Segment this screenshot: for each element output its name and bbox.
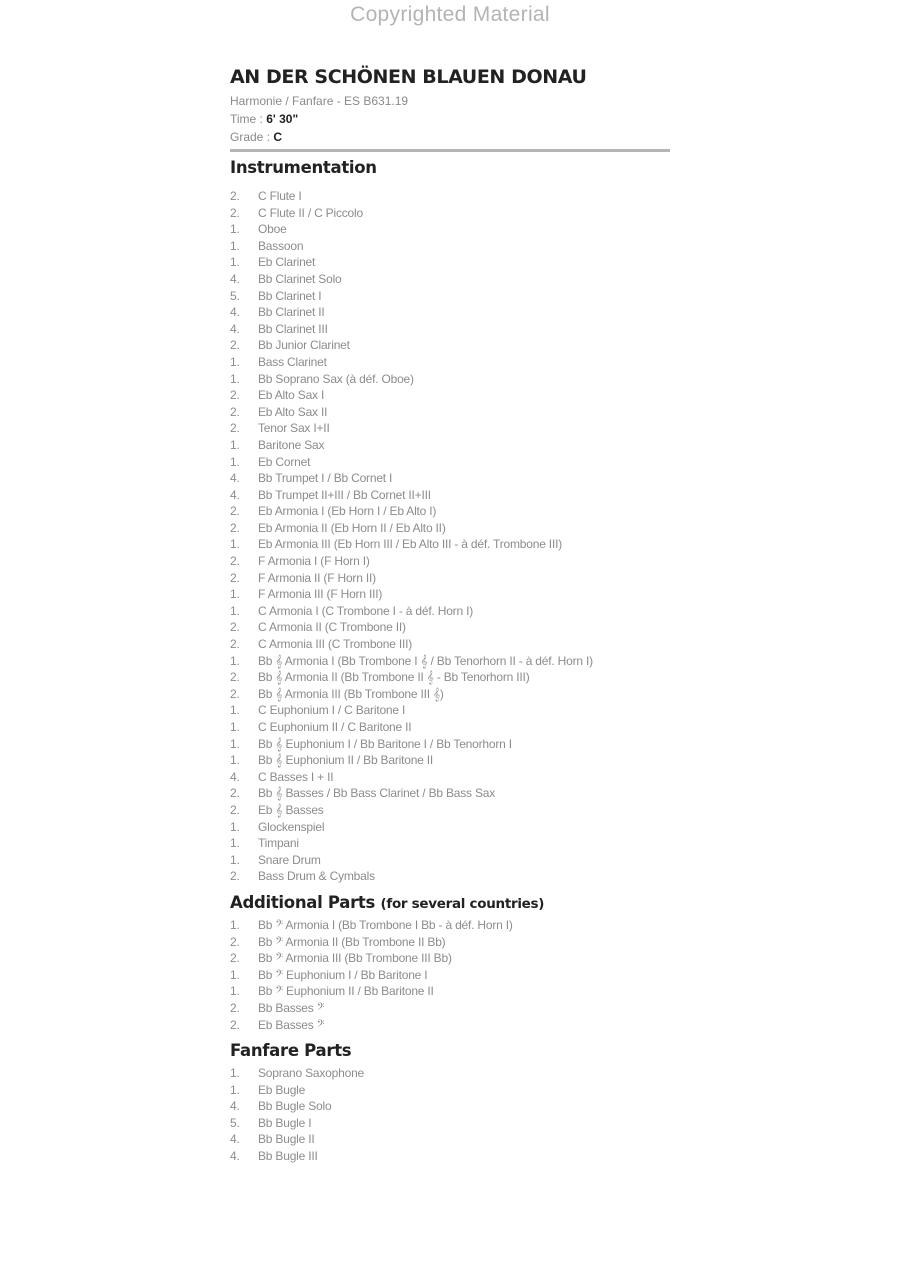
part-name: Bb Clarinet Solo — [258, 271, 342, 286]
part-quantity: 1. — [230, 967, 240, 982]
part-row — [230, 503, 670, 520]
part-name: Eb Armonia II (Eb Horn II / Eb Alto II) — [258, 520, 446, 535]
part-quantity: 1. — [230, 720, 240, 734]
part-quantity: 4. — [230, 487, 240, 502]
part-row — [230, 917, 670, 934]
part-row — [230, 653, 670, 670]
part-quantity: 1. — [230, 587, 240, 602]
part-row — [230, 934, 670, 951]
part-quantity: 2. — [230, 1000, 240, 1015]
part-row — [230, 271, 670, 288]
part-row — [230, 769, 670, 786]
part-row — [230, 337, 670, 354]
part-name: Eb Alto Sax I — [258, 388, 325, 403]
part-row — [230, 967, 670, 984]
part-quantity: 1. — [230, 753, 240, 768]
part-name: F Armonia II (F Horn II) — [258, 570, 376, 585]
part-row — [230, 454, 670, 471]
part-row — [230, 536, 670, 553]
part-name: Bb 𝄢 Armonia III (Bb Trombone III Bb) — [258, 951, 452, 966]
part-row — [230, 1000, 670, 1017]
instrumentation-heading: Instrumentation — [230, 158, 377, 177]
part-name: Oboe — [258, 222, 287, 237]
part-quantity: 4. — [230, 471, 240, 486]
part-name: C Euphonium II / C Baritone II — [258, 720, 412, 734]
duration-line — [230, 110, 670, 128]
grade-line — [230, 128, 670, 146]
part-name: Bb Clarinet I — [258, 288, 322, 303]
part-name: Bass Drum & Cymbals — [258, 869, 375, 884]
score-info-page — [230, 62, 670, 1165]
part-name: Bb Junior Clarinet — [258, 338, 350, 353]
part-row — [230, 868, 670, 885]
time-value: 6' 30" — [266, 112, 299, 126]
copyright-watermark: Copyrighted Material — [350, 3, 550, 26]
part-name: Bb 𝄢 Armonia II (Bb Trombone II Bb) — [258, 934, 446, 949]
part-name: Snare Drum — [258, 852, 321, 867]
part-quantity: 1. — [230, 354, 240, 369]
part-row — [230, 619, 670, 636]
part-quantity: 1. — [230, 703, 240, 718]
part-quantity: 4. — [230, 1132, 240, 1147]
part-row — [230, 819, 670, 836]
part-row — [230, 321, 670, 338]
grade-value: C — [273, 130, 283, 144]
part-name: Timpani — [258, 836, 299, 851]
grade-label: Grade : — [230, 130, 271, 144]
time-label: Time : — [230, 112, 263, 126]
part-row — [230, 470, 670, 487]
part-row — [230, 669, 670, 686]
part-row — [230, 371, 670, 388]
part-quantity: 1. — [230, 238, 240, 253]
part-quantity: 1. — [230, 454, 240, 469]
part-name: Bb 𝄞 Euphonium I / Bb Baritone I / Bb Tenorhorn I — [258, 736, 512, 751]
part-row — [230, 983, 670, 1000]
part-name: C Euphonium I / C Baritone I — [258, 703, 406, 718]
part-name: Tenor Sax I+II — [258, 421, 330, 436]
part-quantity: 2. — [230, 802, 240, 817]
part-name: Glockenspiel — [258, 819, 325, 834]
fanfare-parts-heading: Fanfare Parts — [230, 1041, 352, 1061]
part-quantity: 2. — [230, 869, 240, 884]
part-quantity: 2. — [230, 520, 240, 535]
part-quantity: 1. — [230, 852, 240, 867]
part-quantity: 2. — [230, 620, 240, 635]
part-row — [230, 437, 670, 454]
part-row — [230, 785, 670, 802]
part-row — [230, 221, 670, 238]
part-quantity: 2. — [230, 637, 240, 652]
part-row — [230, 1065, 670, 1082]
part-row — [230, 238, 670, 255]
part-row — [230, 950, 670, 967]
part-quantity: 2. — [230, 570, 240, 585]
instrumentation-list — [230, 188, 670, 885]
part-quantity: 4. — [230, 271, 240, 286]
additional-parts-list — [230, 917, 670, 1033]
part-name: F Armonia I (F Horn I) — [258, 554, 370, 569]
part-quantity: 1. — [230, 371, 240, 386]
part-name: Bb Trumpet II+III / Bb Cornet II+III — [258, 487, 431, 502]
part-row — [230, 254, 670, 271]
part-quantity: 4. — [230, 305, 240, 320]
part-row — [230, 1115, 670, 1132]
part-name: C Armonia III (C Trombone III) — [258, 637, 413, 652]
part-name: Bb Basses 𝄢 — [258, 1000, 325, 1015]
part-quantity: 2. — [230, 205, 240, 220]
part-name: Eb Bugle — [258, 1082, 306, 1097]
part-name: Eb Cornet — [258, 454, 311, 469]
part-quantity: 2. — [230, 686, 240, 701]
part-row — [230, 835, 670, 852]
part-name: C Basses I + II — [258, 769, 334, 784]
part-quantity: 5. — [230, 288, 240, 303]
part-name: Bb 𝄞 Armonia III (Bb Trombone III 𝄞) — [258, 686, 444, 701]
part-quantity: 2. — [230, 504, 240, 519]
part-row — [230, 719, 670, 736]
part-quantity: 4. — [230, 1099, 240, 1114]
part-quantity: 1. — [230, 819, 240, 834]
part-quantity: 2. — [230, 338, 240, 353]
part-row — [230, 802, 670, 819]
part-row — [230, 1131, 670, 1148]
part-name: Bb 𝄢 Armonia I (Bb Trombone I Bb - à déf. Horn I) — [258, 917, 513, 932]
part-name: Bb 𝄞 Armonia I (Bb Trombone I 𝄞 / Bb Tenorhorn II - à déf. Horn I) — [258, 653, 593, 668]
part-name: Bb 𝄢 Euphonium I / Bb Baritone I — [258, 967, 428, 982]
part-name: Bassoon — [258, 238, 304, 253]
additional-parts-heading — [230, 891, 670, 915]
part-quantity: 1. — [230, 653, 240, 668]
part-name: Bb Bugle I — [258, 1115, 312, 1130]
part-name: F Armonia III (F Horn III) — [258, 587, 383, 602]
part-quantity: 1. — [230, 984, 240, 999]
part-name: Bb Bugle Solo — [258, 1099, 332, 1114]
part-name: Bb 𝄞 Euphonium II / Bb Baritone II — [258, 753, 434, 768]
part-name: Eb Armonia I (Eb Horn I / Eb Alto I) — [258, 504, 437, 519]
part-quantity: 2. — [230, 670, 240, 685]
part-quantity: 2. — [230, 786, 240, 801]
part-row — [230, 1098, 670, 1115]
part-quantity: 1. — [230, 736, 240, 751]
part-row — [230, 686, 670, 703]
part-name: Bb 𝄞 Armonia II (Bb Trombone II 𝄞 - Bb Tenorhorn III) — [258, 670, 530, 685]
additional-parts-title: Additional Parts — [230, 892, 376, 912]
part-quantity: 1. — [230, 255, 240, 270]
part-row — [230, 752, 670, 769]
part-quantity: 2. — [230, 404, 240, 419]
part-row — [230, 553, 670, 570]
part-quantity: 1. — [230, 537, 240, 552]
part-quantity: 4. — [230, 1149, 240, 1164]
part-row — [230, 487, 670, 504]
part-name: Bb Clarinet III — [258, 321, 328, 336]
part-row — [230, 304, 670, 321]
part-row — [230, 387, 670, 404]
part-row — [230, 188, 670, 205]
part-name: C Armonia I (C Trombone I - à déf. Horn I) — [258, 603, 474, 618]
header-divider — [230, 149, 670, 152]
part-name: Eb Basses 𝄢 — [258, 1017, 325, 1032]
part-name: Bb Bugle II — [258, 1132, 315, 1147]
part-quantity: 5. — [230, 1115, 240, 1130]
part-name: Eb Alto Sax II — [258, 404, 328, 419]
part-quantity: 1. — [230, 437, 240, 452]
part-quantity: 2. — [230, 951, 240, 966]
part-row — [230, 603, 670, 620]
part-quantity: 1. — [230, 1066, 240, 1081]
part-row — [230, 205, 670, 222]
part-name: Bass Clarinet — [258, 354, 327, 369]
part-quantity: 4. — [230, 321, 240, 336]
part-name: C Armonia II (C Trombone II) — [258, 620, 406, 635]
edition-subtitle: Harmonie / Fanfare - ES B631.19 — [230, 94, 409, 108]
part-row — [230, 852, 670, 869]
part-row — [230, 288, 670, 305]
part-row — [230, 520, 670, 537]
part-row — [230, 1148, 670, 1165]
part-quantity: 2. — [230, 554, 240, 569]
part-quantity: 2. — [230, 388, 240, 403]
part-quantity: 2. — [230, 934, 240, 949]
part-quantity: 2. — [230, 1017, 240, 1032]
part-quantity: 1. — [230, 222, 240, 237]
part-quantity: 2. — [230, 421, 240, 436]
part-row — [230, 1017, 670, 1034]
part-row — [230, 570, 670, 587]
part-row — [230, 702, 670, 719]
piece-title: AN DER SCHÖNEN BLAUEN DONAU — [230, 66, 587, 88]
part-quantity: 1. — [230, 836, 240, 851]
part-quantity: 2. — [230, 189, 240, 203]
part-name: Bb Clarinet II — [258, 305, 325, 320]
part-name: Eb 𝄞 Basses — [258, 802, 324, 817]
part-name: Eb Armonia III (Eb Horn III / Eb Alto III - à déf. Trombone III) — [258, 537, 563, 552]
part-row — [230, 354, 670, 371]
part-row — [230, 420, 670, 437]
part-quantity: 1. — [230, 917, 240, 932]
part-row — [230, 586, 670, 603]
part-name: Eb Clarinet — [258, 255, 316, 270]
part-name: Bb Bugle III — [258, 1149, 318, 1164]
part-row — [230, 636, 670, 653]
additional-parts-note: (for several countries) — [380, 895, 545, 912]
part-row — [230, 404, 670, 421]
part-quantity: 4. — [230, 769, 240, 784]
part-row — [230, 736, 670, 753]
part-name: Bb Soprano Sax (à déf. Oboe) — [258, 371, 414, 386]
part-name: Bb 𝄢 Euphonium II / Bb Baritone II — [258, 984, 434, 999]
part-quantity: 1. — [230, 1082, 240, 1097]
fanfare-parts-list — [230, 1065, 670, 1165]
part-name: Bb 𝄞 Basses / Bb Bass Clarinet / Bb Bass Sax — [258, 786, 496, 801]
part-quantity: 1. — [230, 603, 240, 618]
part-name: C Flute II / C Piccolo — [258, 205, 363, 220]
part-name: C Flute I — [258, 189, 302, 203]
part-name: Baritone Sax — [258, 437, 325, 452]
part-name: Bb Trumpet I / Bb Cornet I — [258, 471, 393, 486]
part-name: Soprano Saxophone — [258, 1066, 365, 1081]
part-row — [230, 1082, 670, 1099]
